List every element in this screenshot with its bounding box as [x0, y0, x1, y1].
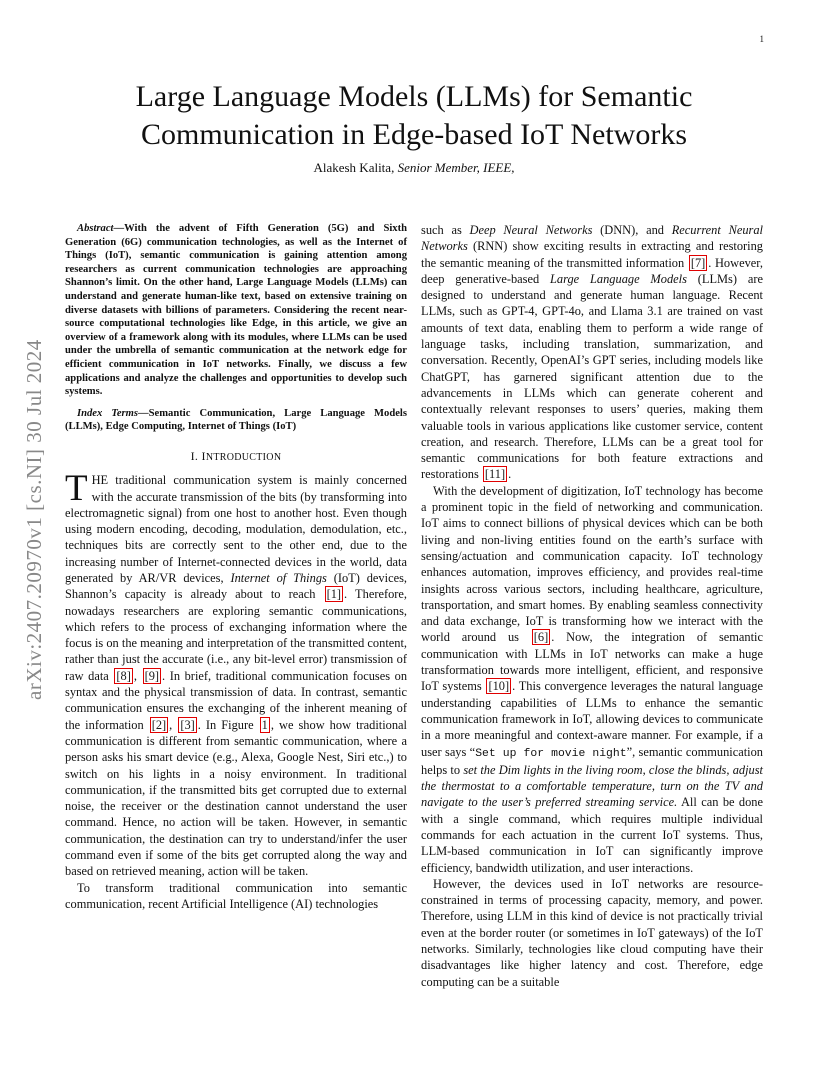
intro-paragraph-1: THE traditional communication system is mainly concerned with the accurate transmission of the bits (by transforming into electromagnetic signal) from one host to another host. Even though using modern encoding, decoding, modulation, demodulation, etc., techniques bits are correctly sent to the other end, due to the increasing number of Internet-connected devices in the world, data generated by AR/VR devices, Internet of Things (IoT) devices, Shannon’s capacity is already about to reach [1] . Therefore, nowadays researchers are exploring semantic communications, which refers to the process of exchanging information where the focus is on the meaning and interpretation of the transmitted content, rather than just the accurate (i.e., any bit-level error) transmission of raw data [8] , [9] . In brief, traditional communication focuses on syntax and the physical transmission of data. In contrast, semantic communication ensures the exchanging of the inherent meaning of the information [2] , [3] . In Figure 1 , we show how traditional communication is different from semantic communication, where a person asks his smart device (e.g., Alexa, Google Nest, Siri etc.,) to switch on his lights in a noisy environment. In traditional communication, if the transmitted bits get corrupted due to external noise, the receiver or the destination cannot understand the user command. Hence, no action will be taken. However, in semantic communication, the destination can try to understand/infer the user command even if some of the bits get corrupted along the way and based on retrieved meaning, action will be taken.	[65, 468, 408, 879]
abstract-text: —With the advent of Fifth Generation (5G) and Sixth Generation (6G) communication technologies, as well as the Internet of Things (IoT), semantic communication is gaining attention among researchers as current communication technologies are approaching Shannon’s limit. On the other hand, Large Language Models (LLMs) can understand and generate human-like text, based on extensive training on diverse datasets with billions of parameters. Considering the recent near-source computational technologies like Edge, in this article, we give an overview of a framework along with its modules, where LLMs can be used under the umbrella of semantic communication at the network edge for efficient communication in IoT networks. Finally, we discuss a few applications and analyze the challenges and opportunities to develop such systems.	[65, 223, 407, 398]
citation-link[interactable]: [2]	[151, 717, 167, 732]
abstract	[65, 222, 407, 399]
author-name: Alakesh Kalita,	[313, 160, 398, 175]
citation-link[interactable]: [7]	[690, 255, 706, 270]
right-paragraph-1: such as Deep Neural Networks (DNN), and Recurrent Neural Networks (RNN) show exciting results in extracting and restoring the semantic meaning of the transmitted information [7] . However, deep generative-based Large Language Models (LLMs) are designed to understand and generate human language. Recent LLMs, such as GPT-4, GPT-4o, and Llama 3.1 are trained on vast amounts of text data, enabling them to perform a wide range of language tasks, including translation, summarization, and conversation. Recently, OpenAI’s GPT series, including models like ChatGPT, has garnered significant attention due to the advancements in LLMs which can generate coherent and contextually relevant responses to users’ queries, making them valuable tools in various applications like customer service, content creation, and research. Therefore, LLMs can be a great tool for semantic communications for both feature extractions and restorations [11] .	[421, 223, 763, 482]
code-example: Set up for movie night	[475, 747, 627, 760]
index-terms	[65, 407, 407, 434]
citation-link[interactable]: [3]	[180, 717, 195, 732]
left-column	[65, 222, 407, 912]
right-paragraph-3: However, the devices used in IoT networks are resource-constrained in terms of processing capacity, memory, and power. Therefore, using LLM in this kind of device is not practically trivial even at the border router (or sometimes in IoT gateways) of the IoT networks. Similarly, technologies like cloud computing have their disadvantages like higher latency and cost. Therefore, edge computing can be a suitable	[421, 876, 763, 989]
citation-link[interactable]: [10]	[488, 679, 510, 694]
right-column	[421, 222, 763, 990]
figure-link[interactable]: 1	[261, 717, 268, 732]
intro-paragraph-2: To transform traditional communication into semantic communication, recent Artificial Intelligence (AI) technologies	[65, 880, 407, 911]
author-affiliation: Senior Member, IEEE,	[397, 160, 515, 175]
citation-link[interactable]: [8]	[116, 668, 131, 683]
section-heading-introduction: I. INTRODUCTION	[190, 448, 282, 463]
drop-cap: T	[65, 468, 88, 510]
citation-link[interactable]: [6]	[533, 630, 549, 645]
citation-link[interactable]: [9]	[144, 668, 160, 683]
right-paragraph-2: With the development of digitization, IoT technology has become a prominent topic in the field of networking and communication. IoT aims to connect billions of physical devices which can be both living and non-living entities found on the earth’s surface with sensing/actuation and communication capacity. IoT technology enhances automation, improves efficiency, and provides real-time insights across various sectors, including healthcare, agriculture, transportation, and smart homes. By enabling seamless connectivity and data exchange, IoT is transforming how we interact with the world around us [6] . Now, the integration of semantic communication with LLMs in IoT networks can make a huge transformation towards more intelligent, efficient, and responsive IoT systems [10] . This convergence leverages the natural language understanding capabilities of LLMs to enhance the semantic communication framework in IoT, allowing devices to communicate in a more meaningful and context-aware manner. For example, if a user says “Set up for movie night”, semantic communication helps to set the Dim lights in the living room, close the blinds, adjust the thermostat to a comfortable temperature, turn on the TV and navigate to the user’s preferred streaming service. All can be done with a single command, which requires multiple individual commands for each actuation in the current IoT systems. Thus, LLM-based communication in IoT can significantly improve efficiency, bandwidth utilization, and user interactions.	[421, 483, 764, 875]
index-terms-text: —Semantic Communication, Large Language Models (LLMs), Edge Computing, Internet of Things (IoT)	[65, 407, 407, 433]
index-terms-label: Index Terms	[77, 407, 139, 419]
author-line	[70, 160, 758, 176]
page-number: 1	[759, 34, 764, 44]
arxiv-stamp: arXiv:2407.20970v1 [cs.NI] 30 Jul 2024	[22, 339, 46, 700]
citation-link[interactable]: [1]	[326, 587, 342, 602]
citation-link[interactable]: [11]	[484, 467, 506, 482]
abstract-label: Abstract	[77, 223, 114, 234]
paper-title: Large Language Models (LLMs) for Semantic Communication in Edge-based IoT Networks	[135, 80, 693, 151]
